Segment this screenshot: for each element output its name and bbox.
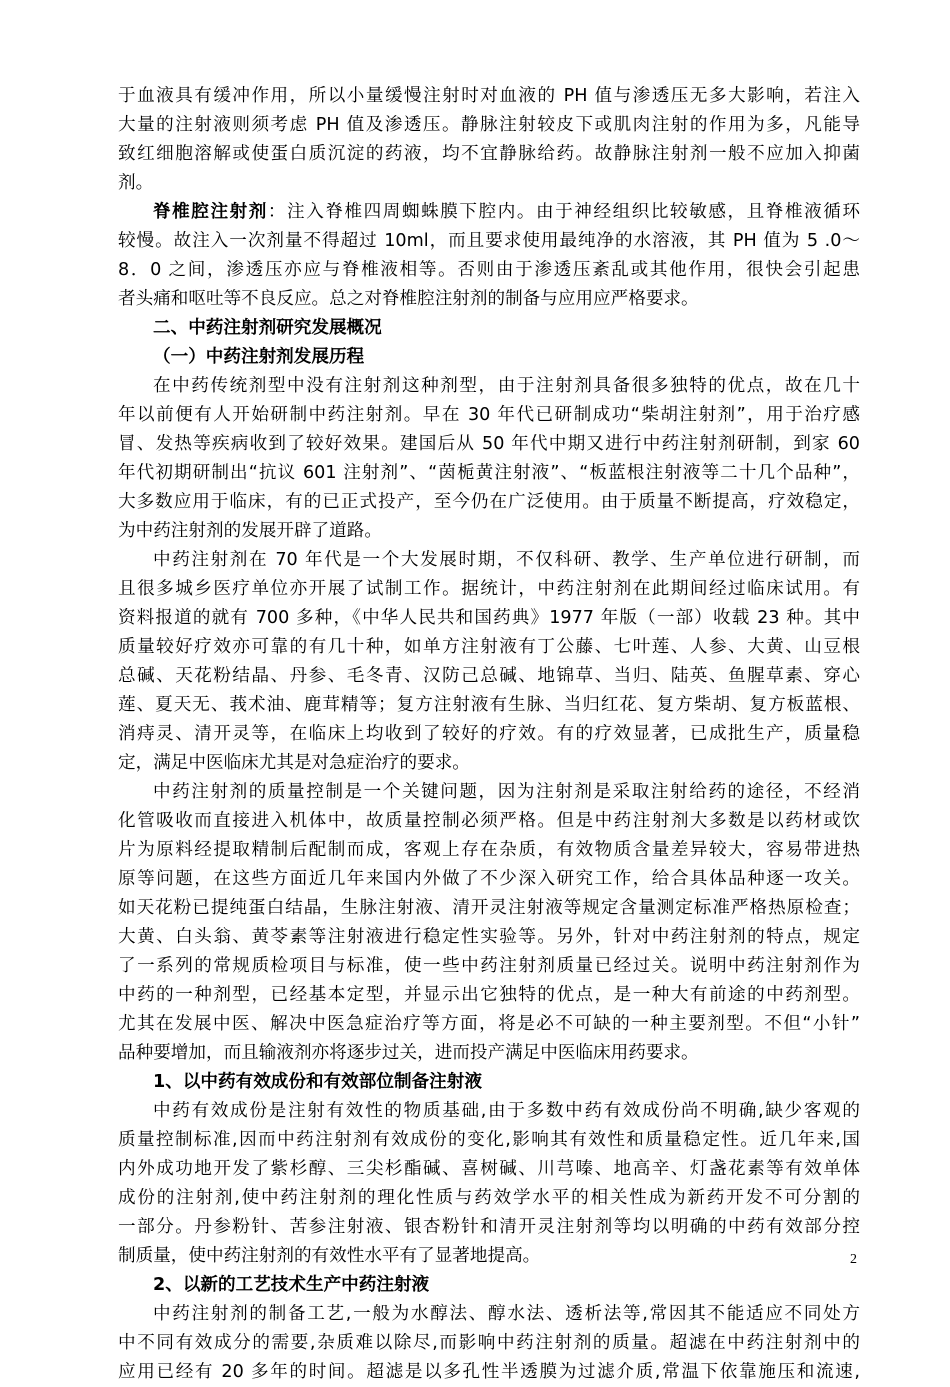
line-text: 化管吸收而直接进入机体中，故质量控制必须严格。但是中药注射剂大多数是以药材或饮 [118,811,860,831]
line-text: 一部分。丹参粉针、苦参注射液、银杏粉针和清开灵注射剂等均以明确的中药有效部分控 [118,1217,860,1237]
text-line [118,778,860,807]
text-line [118,546,860,575]
text-line [118,836,860,865]
page-number: 2 [850,1252,857,1267]
text-line [118,691,860,720]
line-text: 成份的注射剂,使中药注射剂的理化性质与药效学水平的相关性成为新药开发不可分割的 [118,1188,860,1208]
line-text: 定，满足中医临床尤其是对急症治疗的要求。 [118,753,470,773]
text-line [118,430,860,459]
text-line [118,314,860,343]
line-text: 中药有效成份是注射有效性的物质基础,由于多数中药有效成份尚不明确,缺少客观的 [153,1101,860,1121]
line-text: 致红细胞溶解或使蛋白质沉淀的药液，均不宜静脉给药。故静脉注射剂一般不应加入抑菌 [118,144,860,164]
line-text: 大多数应用于临床，有的已正式投产，至今仍在广泛使用。由于质量不断提高，疗效稳定， [118,492,860,512]
text-line [118,952,860,981]
text-line [118,1068,860,1097]
text-line [118,198,860,227]
document-body [118,82,860,1387]
line-text: 质量较好疗效亦可靠的有几十种，如单方注射液有丁公藤、七叶莲、人参、大黄、山豆根 [118,637,860,657]
text-line [118,1184,860,1213]
line-text: 中药注射剂在 70 年代是一个大发展时期，不仅科研、教学、生产单位进行研制，而 [153,550,860,570]
line-text: 中药的一种剂型，已经基本定型，并显示出它独特的优点，是一种大有前途的中药剂型。 [118,985,860,1005]
line-text: 为中药注射剂的发展开辟了道路。 [118,521,382,541]
line-text: 较慢。故注入一次剂量不得超过 10ml，而且要求使用最纯净的水溶液，其 PH 值为 5 .0～ [118,231,860,251]
bold-heading: 二、中药注射剂研究发展概况 [153,318,382,338]
line-text: 总碱、天花粉结晶、丹参、毛冬青、汉防己总碱、地锦草、当归、陆英、鱼腥草素、穿心 [118,666,860,686]
line-text: 中药注射剂的制备工艺,一般为水醇法、醇水法、透析法等,常因其不能适应不同处方 [153,1304,860,1324]
text-line [118,1097,860,1126]
bold-heading: 2、以新的工艺技术生产中药注射液 [153,1275,430,1295]
text-line [118,111,860,140]
text-line [118,488,860,517]
line-text: 大量的注射液则须考虑 PH 值及渗透压。静脉注射较皮下或肌肉注射的作用为多，凡能导 [118,115,860,135]
line-text: 应用已经有 20 多年的时间。超滤是以多孔性半透膜为过滤介质,常温下依靠施压和流速, [118,1362,860,1382]
line-text: 年代初期研制出“抗议 601 注射剂”、“茵栀黄注射液”、“板蓝根注射液等二十几个品种”， [118,463,860,483]
line-text: 品种要增加，而且输液剂亦将逐步过关，进而投产满足中医临床用药要求。 [118,1043,699,1063]
line-text: ：注入脊椎四周蜘蛛膜下腔内。由于神经组织比较敏感，且脊椎液循环 [267,202,860,222]
line-text: 且很多城乡医疗单位亦开展了试制工作。据统计，中药注射剂在此期间经过临床试用。有 [118,579,860,599]
text-line [118,517,860,546]
line-text: 冒、发热等疾病收到了较好效果。建国后从 50 年代中期又进行中药注射剂研制，到家 60 [118,434,860,454]
line-text: 质量控制标准,因而中药注射剂有效成份的变化,影响其有效性和质量稳定性。近几年来,国 [118,1130,860,1150]
line-text: 中不同有效成分的需要,杂质难以除尽,而影响中药注射剂的质量。超滤在中药注射剂中的 [118,1333,860,1353]
text-line [118,1300,860,1329]
text-line [118,169,860,198]
text-line [118,1271,860,1300]
line-text: 如天花粉已提纯蛋白结晶，生脉注射液、清开灵注射液等规定含量测定标准严格热原检查； [118,898,860,918]
text-line [118,923,860,952]
text-line [118,285,860,314]
line-text: 年以前便有人开始研制中药注射剂。早在 30 年代已研制成功“柴胡注射剂”，用于治疗感 [118,405,860,425]
line-text: 了一系列的常规质检项目与标准，使一些中药注射剂质量已经过关。说明中药注射剂作为 [118,956,860,976]
text-line [118,1010,860,1039]
text-line [118,1213,860,1242]
line-text: 制质量，使中药注射剂的有效性水平有了显著地提高。 [118,1246,541,1266]
line-text: 资料报道的就有 700 多种，《中华人民共和国药典》1977 年版（一部）收载 23 种。其中 [118,608,860,628]
text-line [118,343,860,372]
line-text: 内外成功地开发了紫杉醇、三尖杉酯碱、喜树碱、川芎嗪、地高辛、灯盏花素等有效单体 [118,1159,860,1179]
text-line [118,720,860,749]
bold-heading: 脊椎腔注射剂 [153,202,268,222]
line-text: 莲、夏天无、莪术油、鹿茸精等；复方注射液有生脉、当归红花、复方柴胡、复方板蓝根、 [118,695,860,715]
text-line [118,140,860,169]
line-text: 片为原料经提取精制后配制而成，客观上存在杂质，有效物质含量差异较大，容易带进热 [118,840,860,860]
text-line [118,256,860,285]
text-line [118,662,860,691]
text-line [118,807,860,836]
text-line [118,633,860,662]
line-text: 者头痛和呕吐等不良反应。总之对脊椎腔注射剂的制备与应用应严格要求。 [118,289,699,309]
line-text: 尤其在发展中医、解决中医急症治疗等方面，将是必不可缺的一种主要剂型。不但“小针” [118,1014,860,1034]
text-line [118,1126,860,1155]
text-line [118,459,860,488]
text-line [118,865,860,894]
text-line [118,372,860,401]
text-line [118,894,860,923]
line-text: 在中药传统剂型中没有注射剂这种剂型，由于注射剂具备很多独特的优点，故在几十 [153,376,860,396]
text-line [118,401,860,430]
text-line [118,575,860,604]
line-text: 消痔灵、清开灵等，在临床上均收到了较好的疗效。有的疗效显著，已成批生产，质量稳 [118,724,860,744]
text-line [118,1358,860,1387]
text-line [118,981,860,1010]
text-line [118,1242,860,1271]
line-text: 原等问题，在这些方面近几年来国内外做了不少深入研究工作，给合具体品种逐一攻关。 [118,869,860,889]
text-line [118,227,860,256]
line-text: 剂。 [118,173,154,193]
line-text: 中药注射剂的质量控制是一个关键问题，因为注射剂是采取注射给药的途径，不经消 [153,782,860,802]
line-text: 大黄、白头翁、黄苓素等注射液进行稳定性实验等。另外，针对中药注射剂的特点，规定 [118,927,860,947]
text-line [118,1155,860,1184]
bold-heading: （一）中药注射剂发展历程 [153,347,365,367]
bold-heading: 1、以中药有效成份和有效部位制备注射液 [153,1072,482,1092]
text-line [118,82,860,111]
text-line [118,1039,860,1068]
line-text: 于血液具有缓冲作用，所以小量缓慢注射时对血液的 PH 值与渗透压无多大影响，若注入 [118,86,860,106]
text-line [118,604,860,633]
text-line [118,749,860,778]
line-text: 8．0 之间，渗透压亦应与脊椎液相等。否则由于渗透压紊乱或其他作用，很快会引起患 [118,260,860,280]
